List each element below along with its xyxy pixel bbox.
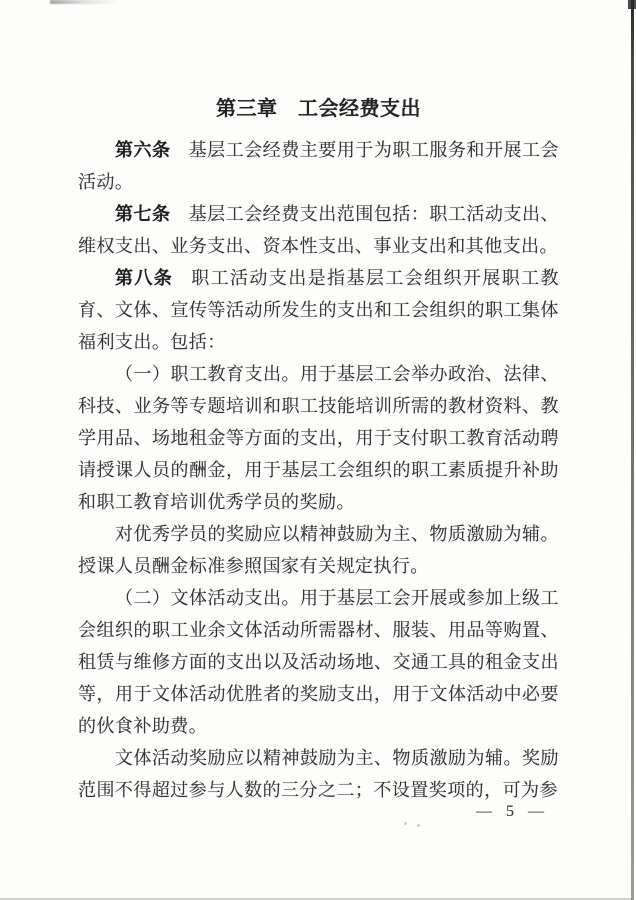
paragraph-text: （二）文体活动支出。用于基层工会开展或参加上级工会组织的职工业余文体活动所需器材、服装、用品等购置、租赁与维修方面的支出以及活动场地、交通工具的租金支出等，用于文体活动优胜者的奖励支出，用于文体活动中必要的伙食补助费。	[78, 588, 559, 736]
scan-edge-corner-artifact	[628, 0, 636, 9]
paragraph-text: 文体活动奖励应以精神鼓励为主、物质激励为辅。奖励范围不得超过参与人数的三分之二；不设置奖项的，可为参	[78, 748, 559, 800]
chapter-title: 第三章 工会经费支出	[216, 98, 421, 120]
paragraph-text: 基层工会经费支出范围包括：职工活动支出、维权支出、业务支出、资本性支出、事业支出和其他支出。	[78, 204, 559, 256]
scan-edge-line-artifact	[631, 0, 634, 900]
paragraph-activity-award-note	[78, 742, 559, 806]
paragraph-article-6	[78, 134, 559, 198]
article-number: 第七条	[115, 204, 171, 224]
document-body	[78, 134, 559, 806]
paragraph-article-7	[78, 198, 559, 262]
paragraph-item-1	[78, 358, 559, 518]
paragraph-text: 职工活动支出是指基层工会组织开展职工教育、文体、宣传等活动所发生的支出和工会组织的职工集体福利支出。包括：	[78, 268, 559, 352]
scan-smudge-artifact	[50, 0, 118, 4]
page-number: — 5 —	[476, 803, 545, 820]
scan-dust-speck	[404, 822, 407, 825]
document-sheet	[78, 0, 559, 806]
paragraph-text: 对优秀学员的奖励应以精神鼓励为主、物质激励为辅。授课人员酬金标准参照国家有关规定执行。	[78, 524, 559, 576]
paragraph-item-2	[78, 582, 559, 742]
paragraph-text: （一）职工教育支出。用于基层工会举办政治、法律、科技、业务等专题培训和职工技能培训所需的教材资料、教学用品、场地租金等方面的支出，用于支付职工教育活动聘请授课人员的酬金，用于基层工会组织的职工素质提升补助和职工教育培训优秀学员的奖励。	[78, 364, 559, 512]
paragraph-article-8	[78, 262, 559, 358]
article-number: 第八条	[115, 268, 174, 288]
paragraph-award-note	[78, 518, 559, 582]
paragraph-text: 基层工会经费主要用于为职工服务和开展工会活动。	[78, 140, 559, 192]
article-number: 第六条	[115, 140, 171, 160]
scan-dust-speck	[417, 824, 420, 827]
